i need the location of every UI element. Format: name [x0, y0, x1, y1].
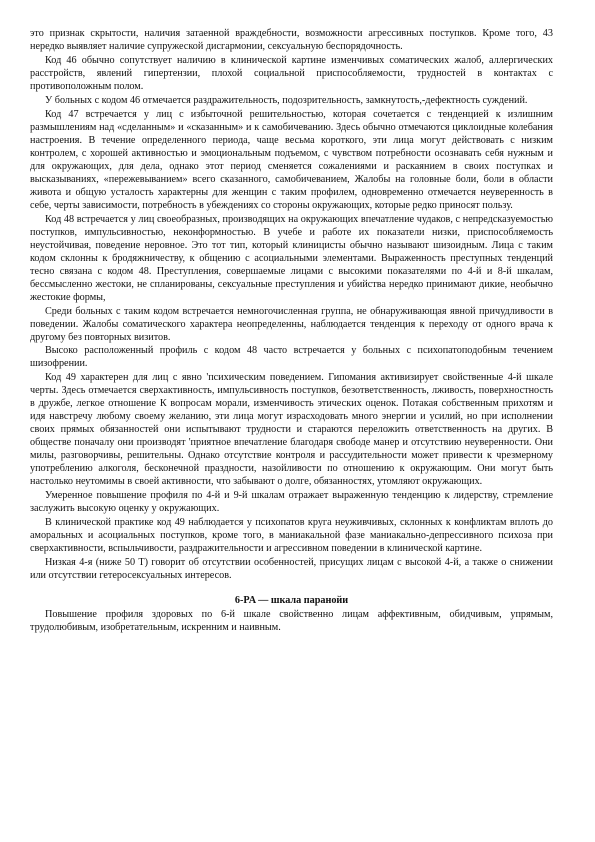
- paragraph-low-scale-4: Низкая 4-я (ниже 50 Т) говорит об отсутствии особенностей, присущих лицам с высокой 4-й, а также о снижении или отсутствии гетеросексуальных интересов.: [30, 557, 553, 581]
- section-heading: 6-PA — шкала паранойи: [234, 595, 349, 606]
- paragraph-code-48: Код 48 встречается у лиц своеобразных, производящих на окружающих впечатление чудаков, с непредсказуемостью поступков, импульсивностью, неконформностью. В учебе и работе их показатели низки, приспособляемость неустойчивая, поведение неровное. Это тот тип, который клиницисты обычно называют шизоидным. Лица с таким кодом склонны к бродяжничеству, к общению с асоциальными элементами. Выраженность преступных тенденций тесно связана с кодом 48. Преступления, совершаемые лицами с высокими показателями по 4-й и 8-й шкалам, бессмысленно жестоки, не спланированы, сексуальные преступления и убийства нередко принимают дикие, необычно жестокие формы,: [30, 214, 553, 303]
- paragraph-scale-6: Повышение профиля здоровых по 6-й шкале свойственно лицам аффективным, обидчивым, упрямым, трудолюбивым, изобретательным, искренним и наивным.: [30, 609, 553, 633]
- paragraph-continuation: это признак скрытости, наличия затаенной враждебности, возможности агрессивных поступков. Кроме того, 43 нередко выявляет наличие супружеской дисгармонии, сексуальную беспорядочность.: [30, 28, 553, 52]
- paragraph-code-49-moderate: Умеренное повышение профиля по 4-й и 9-й шкалам отражает выраженную тенденцию к лидерству, стремление заслужить высокую оценку у окружающих.: [30, 490, 553, 514]
- paragraph-code-48-patients: Среди больных с таким кодом встречается немногочисленная группа, не обнаруживающая явной причудливости в поведении. Жалобы соматического характера неопределенны, наблюдается тенденция к переходу от одного врача к другому без повторных визитов.: [30, 306, 553, 343]
- paragraph-code-49-clinical: В клинической практике код 49 наблюдается у психопатов круга неуживчивых, склонных к конфликтам вплоть до аморальных и асоциальных поступков, кроме того, в маниакальной фазе маниакально-депрессивного психоза при сверхактивности, вспыльчивости, раздражительности и агрессивном поведении в клинической картине.: [30, 517, 553, 554]
- paragraph-code-49: Код 49 характерен для лиц с явно 'психическим поведением. Гипомания активизирует свойственные 4-й шкале черты. Здесь отмечается сверхактивность, импульсивность поступков, безответственность, лживость, поверхностность в дружбе, легкое отношение К вопросам морали, изменчивость этических оценок. Потакая собственным прихотям и идя навстречу любому своему желанию, эти лица могут израсходовать много энергии и усилий, но при исполнении своих прямых обязанностей они испытывают трудности и стараются переложить ответственность на других. В обществе поначалу они производят 'приятное впечатление благодаря свободе манер и отсутствию неуверенности. Они милы, разговорчивы, решительны. Однако отсутствие контроля и рассудительности может привести к чрезмерному употреблению алкоголя, бесконечной праздности, назойливости по отношению к окружающим. Они могут быть настолько неутомимы в своей активности, что забывают о долге, обязанностях, утомляют окружающих.: [30, 372, 553, 487]
- paragraph-code-47: Код 47 встречается у лиц с избыточной решительностью, которая сочетается с тенденцией к излишним размышлениям над «сделанным» и «сказанным» и к самобичеванию. Здесь обычно отмечаются циклоидные колебания настроения. В течение определенного периода, чаще весьма короткого, эти лица могут действовать с низким контролем, с хорошей активностью и эмоциональным подъемом, с чувством потребности осознавать себя нужным и для окружающих, для дела, однако этот период сменяется сожалениями и раскаянием в своих поступках и высказываниях, «пережевыванием» всего сказанного, самобичеванием, Жалобы на головные боли, боли в области живота и общую усталость характерны для женщин с таким профилем, одновременно отмечается неуверенность в себе, черты зависимости, потребность в убеждениях со стороны окружающих, которые редко приносят пользу.: [30, 109, 553, 211]
- paragraph-code-48-schizophrenia: Высоко расположенный профиль с кодом 48 часто встречается у больных с психопатоподобным течением шизофрении.: [30, 345, 553, 369]
- paragraph-code-46-patients: У больных с кодом 46 отмечается раздражительность, подозрительность, замкнутость,-дефектность суждений.: [45, 95, 528, 106]
- paragraph-code-46: Код 46 обычно сопутствует наличию в клинической картине изменчивых соматических жалоб, аллергических расстройств, явлений гипертензии, плохой социальной приспособляемости, трудностей в контактах с противоположным полом.: [30, 55, 553, 92]
